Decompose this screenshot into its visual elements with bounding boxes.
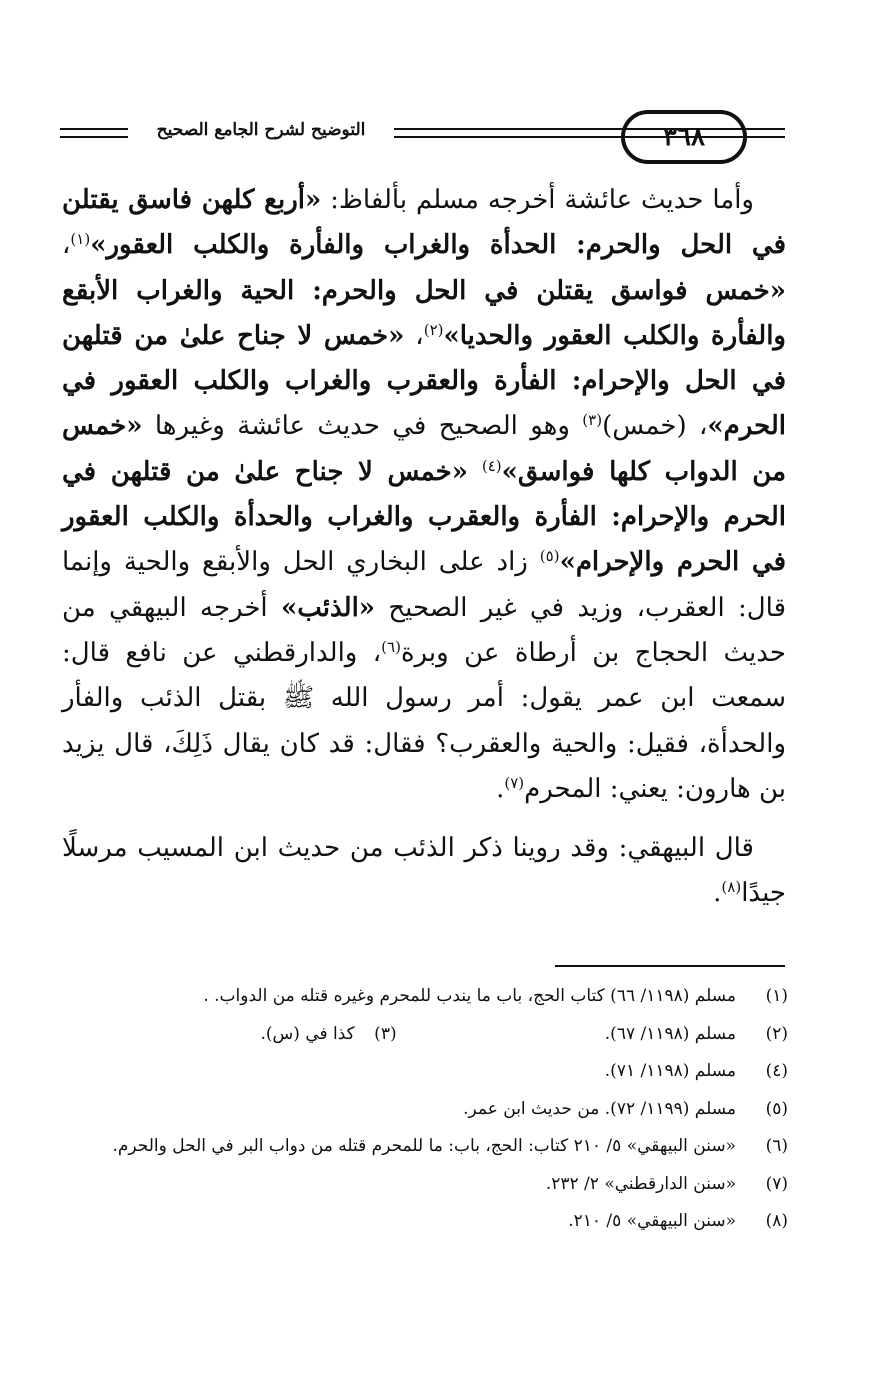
hadith-quote: «خمس لا جناح علىٰ من قتلهن في الحرم والإحرام: الفأرة والعقرب والغراب والحدأة والكلب العقور في الحرم والإحرام»: [62, 456, 787, 578]
body-text: وهو الصحيح في حديث عائشة وغيرها: [142, 411, 583, 442]
footnote-text: «سنن البيهقي» ٥/ ٢١٠.: [568, 1211, 736, 1231]
body-text: .: [496, 773, 505, 804]
footnote-2: [60, 1016, 788, 1054]
footnote-ref: (١): [70, 230, 91, 249]
body-text: ،: [404, 320, 424, 351]
body-text: قال البيهقي: وقد روينا ذكر الذئب من حديث ابن المسيب مرسلًا جيدًا: [62, 833, 786, 909]
footnote-ref: (٥): [539, 547, 560, 566]
header-rule-right-2: [745, 136, 785, 138]
footnote-separator: [555, 965, 785, 967]
body-text: ،: [62, 230, 71, 261]
footnote-text: مسلم (١١٩٨/ ٦٦) كتاب الحج، باب ما يندب للمحرم وغيره قتله من الدواب. .: [203, 986, 736, 1006]
footnote-8: [60, 1203, 788, 1241]
footnote-4: [60, 1053, 788, 1091]
footnote-number: (٥): [765, 1098, 788, 1119]
running-title: التوضيح لشرح الجامع الصحيح: [156, 120, 366, 140]
paragraph-2: [62, 826, 786, 917]
footnote-text: مسلم (١١٩٨/ ٧١).: [604, 1061, 736, 1081]
main-text: [62, 178, 786, 917]
footnote-number: (٧): [765, 1173, 788, 1194]
page-number: ٣٦٨: [663, 122, 705, 152]
footnote-text: «سنن البيهقي» ٥/ ٢١٠ كتاب: الحج، باب: ما للمحرم قتله من دواب البر في الحل والحرم.: [112, 1136, 736, 1156]
footnote-ref: (٨): [721, 878, 742, 897]
header-rule-middle: [394, 128, 749, 130]
body-text: زاد على البخاري الحل والأبقع والحية وإنما قال: العقرب، وزيد في غير الصحيح: [62, 547, 787, 623]
paragraph-1: [62, 178, 786, 812]
footnote-number: (١): [765, 986, 788, 1006]
footnote-text: مسلم (١١٩٨/ ٦٧).: [604, 1023, 736, 1044]
footnote-number: (٤): [765, 1061, 788, 1081]
header-rule-left-2: [60, 136, 128, 138]
hadith-quote: «الذئب»: [280, 592, 376, 623]
footnote-ref: (٢): [423, 320, 444, 339]
footnote-number: (٣): [374, 1023, 397, 1044]
hadith-quote: «خمس فواسق يقتلن في الحل والحرم: الحية والغراب الأبقع والفأرة والكلب العقور والحديا»: [62, 275, 786, 351]
footnote-number: (٨): [765, 1211, 788, 1231]
footnote-6: [60, 1128, 788, 1166]
footnote-ref: (٤): [481, 456, 502, 475]
footnotes: [60, 978, 788, 1241]
header-rule-left: [60, 128, 128, 130]
footnote-ref: (٦): [381, 637, 401, 656]
footnote-text: مسلم (١١٩٩/ ٧٢). من حديث ابن عمر.: [463, 1098, 736, 1119]
body-text: أخرجه البيهقي من حديث الحجاج بن أرطاة عن وبرة: [62, 592, 786, 668]
footnote-number: (٢): [765, 1023, 788, 1044]
page-header: [60, 108, 785, 166]
header-rule-right: [745, 128, 785, 130]
hadith-quote: «خمس لا جناح علىٰ من قتلهن في الحل والإحرام: الفأرة والعقرب والغراب والكلب العقور في الحرم»: [62, 320, 786, 442]
footnote-text: «سنن الدارقطني» ٢/ ٢٣٢.: [545, 1173, 736, 1194]
header-rule-middle-2: [394, 136, 749, 138]
body-text: ، والدارقطني عن نافع قال: سمعت ابن عمر يقول: أمر رسول الله ﷺ بقتل الذئب والفأر والحدأة، فقيل: والحية والعقرب؟ فقال: قد كان يقال ذَلِكَ، قال يزيد بن هارون: يعني: المحرم: [62, 637, 786, 804]
footnote-ref: (٣): [582, 411, 603, 430]
footnote-5: [60, 1091, 788, 1129]
footnote-7: [60, 1166, 788, 1204]
footnote-number: (٦): [765, 1136, 788, 1156]
body-text: [468, 457, 482, 487]
hadith-quote: «خمس من الدواب كلها فواسق»: [62, 411, 787, 487]
footnote-3: [261, 1024, 397, 1044]
hadith-quote: «أربع كلهن فاسق يقتلن في الحل والحرم: الحدأة والغراب والفأرة والكلب العقور»: [62, 185, 786, 261]
body-text: ، (خمس): [602, 411, 708, 442]
footnote-ref: (٧): [504, 773, 525, 792]
body-text: .: [713, 878, 722, 909]
footnote-1: [60, 978, 788, 1016]
body-text: وأما حديث عائشة أخرجه مسلم بألفاظ:: [321, 185, 754, 215]
footnote-text: كذا في (س).: [260, 1023, 355, 1044]
